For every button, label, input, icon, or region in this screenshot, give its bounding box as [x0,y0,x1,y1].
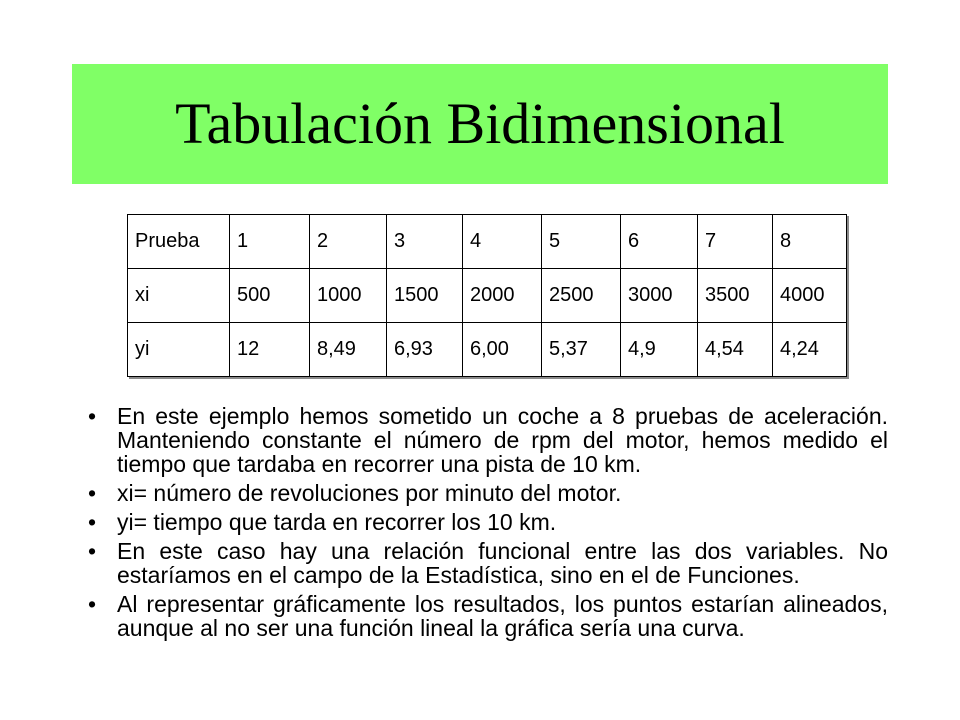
bullet-item [88,510,888,534]
bullet-text: En este ejemplo hemos sometido un coche a 8 pruebas de aceleración. Manteniendo constante el número de rpm del motor, hemos medido el tiempo que tardaba en recorrer una pista de 10 km. [117,403,888,477]
bullet-icon: • [88,480,97,506]
table-cell: 12 [230,323,310,377]
bullet-icon: • [88,591,97,617]
table-cell: 3 [387,215,463,269]
table-cell: 2000 [463,269,542,323]
table-cell: 1500 [387,269,463,323]
bullet-icon: • [88,509,97,535]
bullet-item [88,592,888,640]
table-cell: 5,37 [542,323,621,377]
row-label: Prueba [128,215,230,269]
table-cell: 6 [621,215,698,269]
table-cell: 7 [698,215,773,269]
bullet-item [88,539,888,587]
table-row-xi [128,269,847,323]
table-cell: 4,54 [698,323,773,377]
table-cell: 4000 [773,269,847,323]
data-table [127,214,847,377]
table-cell: 500 [230,269,310,323]
table-cell: 4,9 [621,323,698,377]
table-cell: 2500 [542,269,621,323]
table-cell: 6,93 [387,323,463,377]
table-cell: 1 [230,215,310,269]
bullet-text: yi= tiempo que tarda en recorrer los 10 km. [117,509,557,535]
row-label: yi [128,323,230,377]
table-row-yi [128,323,847,377]
table-cell: 1000 [310,269,387,323]
row-label: xi [128,269,230,323]
table-cell: 2 [310,215,387,269]
table-cell: 5 [542,215,621,269]
bullet-list [88,404,888,645]
table-cell: 8 [773,215,847,269]
bullet-text: Al representar gráficamente los resultados, los puntos estarían alineados, aunque al no ser una función lineal la gráfica sería una curva. [117,591,888,641]
table-cell: 8,49 [310,323,387,377]
table-cell: 3000 [621,269,698,323]
bullet-item [88,481,888,505]
bullet-text: En este caso hay una relación funcional entre las dos variables. No estaríamos en el campo de la Estadística, sino en el de Funciones. [117,538,888,588]
table-row-prueba [128,215,847,269]
table-cell: 6,00 [463,323,542,377]
table-cell: 3500 [698,269,773,323]
title-banner [72,64,888,184]
page-title: Tabulación Bidimensional [175,91,785,156]
table-cell: 4 [463,215,542,269]
bullet-icon: • [88,403,97,429]
table-cell: 4,24 [773,323,847,377]
bullet-item [88,404,888,476]
bullet-icon: • [88,538,97,564]
bullet-text: xi= número de revoluciones por minuto del motor. [117,480,622,506]
